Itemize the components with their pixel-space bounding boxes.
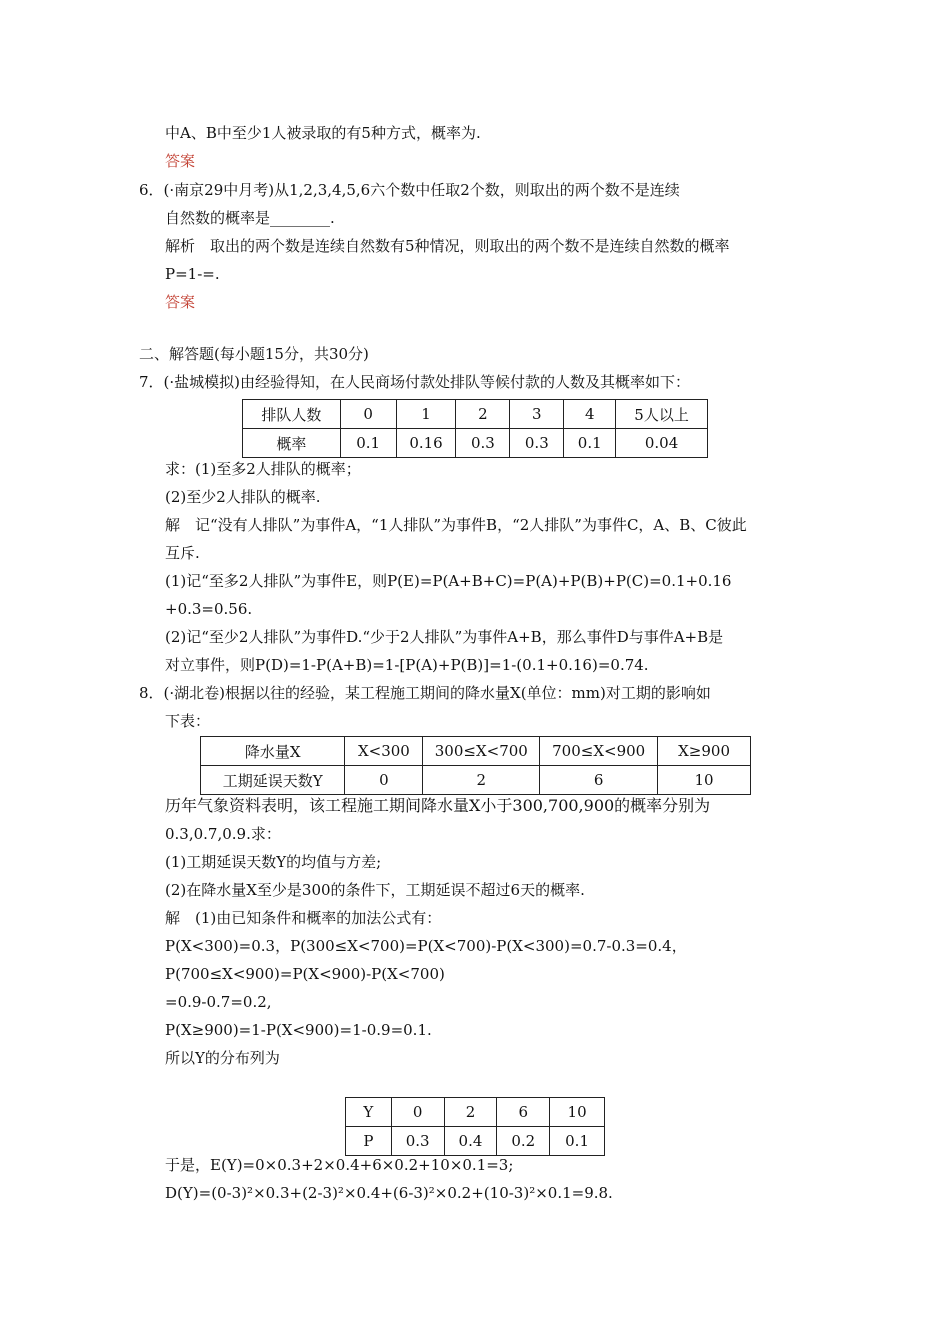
rainfall-delay-table bbox=[200, 736, 751, 795]
analysis-6-cont: P=1-=. bbox=[165, 265, 220, 283]
solution-8-line-5: 所以Y的分布列为 bbox=[165, 1049, 280, 1067]
question-8-ask-1: (1)工期延误天数Y的均值与方差; bbox=[165, 853, 382, 871]
table-cell: 300≤X<700 bbox=[423, 737, 540, 766]
table-cell: 0 bbox=[340, 400, 396, 429]
solution-8-line-3: =0.9-0.7=0.2, bbox=[165, 993, 272, 1011]
table-cell: 6 bbox=[497, 1098, 550, 1127]
table-cell: P bbox=[346, 1127, 392, 1156]
table-row bbox=[243, 429, 708, 458]
table-cell: 2 bbox=[423, 766, 540, 795]
analysis-6: 解析 取出的两个数是连续自然数有5种情况，则取出的两个数不是连续自然数的概率 bbox=[165, 237, 730, 255]
table-cell: 0 bbox=[345, 766, 423, 795]
question-8-ask-2: (2)在降水量X至少是300的条件下，工期延误不超过6天的概率. bbox=[165, 881, 585, 899]
line-1: 中A、B中至少1人被录取的有5种方式，概率为. bbox=[165, 124, 481, 142]
question-7-ask-2: (2)至少2人排队的概率. bbox=[165, 488, 321, 506]
table-cell: X<300 bbox=[345, 737, 423, 766]
table-cell: 1 bbox=[396, 400, 456, 429]
table-cell: 0.1 bbox=[550, 1127, 605, 1156]
table-cell: 0.1 bbox=[564, 429, 616, 458]
table-cell: 10 bbox=[658, 766, 751, 795]
question-8-body: 历年气象资料表明，该工程施工期间降水量X小于300,700,900的概率分别为 bbox=[165, 796, 711, 815]
solution-7-part-1: (1)记“至多2人排队”为事件E，则P(E)=P(A+B+C)=P(A)+P(B)+P(C)=0.1+0.16 bbox=[165, 572, 732, 590]
table-cell: 排队人数 bbox=[243, 400, 341, 429]
table-row bbox=[346, 1098, 605, 1127]
answer-label-1: 答案 bbox=[165, 152, 196, 170]
question-8-cont: 下表： bbox=[165, 712, 211, 730]
table-cell: 0.3 bbox=[456, 429, 510, 458]
question-7: 7．(·盐城模拟)由经验得知，在人民商场付款处排队等候付款的人数及其概率如下： bbox=[139, 373, 691, 391]
answer-label-2: 答案 bbox=[165, 293, 196, 311]
table-cell: 700≤X<900 bbox=[540, 737, 658, 766]
question-6-cont: 自然数的概率是________. bbox=[165, 209, 335, 227]
question-6: 6．(·南京29中月考)从1,2,3,4,5,6六个数中任取2个数，则取出的两个数不是连续 bbox=[139, 181, 680, 199]
solution-7-part-2: (2)记“至少2人排队”为事件D.“少于2人排队”为事件A+B，那么事件D与事件A+B是 bbox=[165, 628, 724, 646]
table-cell: 2 bbox=[444, 1098, 497, 1127]
question-8: 8．(·湖北卷)根据以往的经验，某工程施工期间的降水量X(单位：mm)对工期的影响如 bbox=[139, 684, 711, 702]
table-cell: 3 bbox=[510, 400, 564, 429]
distribution-table bbox=[345, 1097, 605, 1156]
table-cell: X≥900 bbox=[658, 737, 751, 766]
table-row bbox=[201, 737, 751, 766]
table-cell: 5人以上 bbox=[616, 400, 708, 429]
solution-8: 解 (1)由已知条件和概率的加法公式有： bbox=[165, 909, 442, 927]
solution-8-line-1: P(X<300)=0.3，P(300≤X<700)=P(X<700)-P(X<300)=0.7-0.3=0.4， bbox=[165, 937, 687, 955]
table-cell: 工期延误天数Y bbox=[201, 766, 345, 795]
table-row bbox=[346, 1127, 605, 1156]
table-cell: 2 bbox=[456, 400, 510, 429]
solution-8-variance: D(Y)=(0-3)²×0.3+(2-3)²×0.4+(6-3)²×0.2+(10-3)²×0.1=9.8. bbox=[165, 1184, 613, 1202]
table-row bbox=[243, 400, 708, 429]
table-cell: 0.04 bbox=[616, 429, 708, 458]
question-7-ask-1: 求：(1)至多2人排队的概率； bbox=[165, 460, 361, 478]
table-cell: 0 bbox=[391, 1098, 444, 1127]
table-cell: 4 bbox=[564, 400, 616, 429]
table-cell: 0.16 bbox=[396, 429, 456, 458]
solution-8-expectation: 于是，E(Y)=0×0.3+2×0.4+6×0.2+10×0.1=3; bbox=[165, 1156, 514, 1174]
solution-7-part-1-cont: +0.3=0.56. bbox=[165, 600, 253, 618]
table-cell: 6 bbox=[540, 766, 658, 795]
solution-7: 解 记“没有人排队”为事件A，“1人排队”为事件B，“2人排队”为事件C，A、B、C彼此 bbox=[165, 516, 747, 534]
section-heading: 二、解答题(每小题15分，共30分) bbox=[139, 345, 369, 363]
table-cell: 0.4 bbox=[444, 1127, 497, 1156]
table-cell: 0.3 bbox=[391, 1127, 444, 1156]
solution-7-part-2-cont: 对立事件，则P(D)=1-P(A+B)=1-[P(A)+P(B)]=1-(0.1+0.16)=0.74. bbox=[165, 656, 649, 674]
solution-8-line-4: P(X≥900)=1-P(X<900)=1-0.9=0.1. bbox=[165, 1021, 432, 1039]
table-cell: Y bbox=[346, 1098, 392, 1127]
table-cell: 0.3 bbox=[510, 429, 564, 458]
table-cell: 概率 bbox=[243, 429, 341, 458]
table-cell: 0.2 bbox=[497, 1127, 550, 1156]
question-8-body-cont: 0.3,0.7,0.9.求： bbox=[165, 825, 281, 843]
solution-7-cont: 互斥. bbox=[165, 544, 200, 562]
table-cell: 0.1 bbox=[340, 429, 396, 458]
table-cell: 10 bbox=[550, 1098, 605, 1127]
queue-probability-table bbox=[242, 399, 708, 458]
table-cell: 降水量X bbox=[201, 737, 345, 766]
solution-8-line-2: P(700≤X<900)=P(X<900)-P(X<700) bbox=[165, 965, 445, 983]
table-row bbox=[201, 766, 751, 795]
